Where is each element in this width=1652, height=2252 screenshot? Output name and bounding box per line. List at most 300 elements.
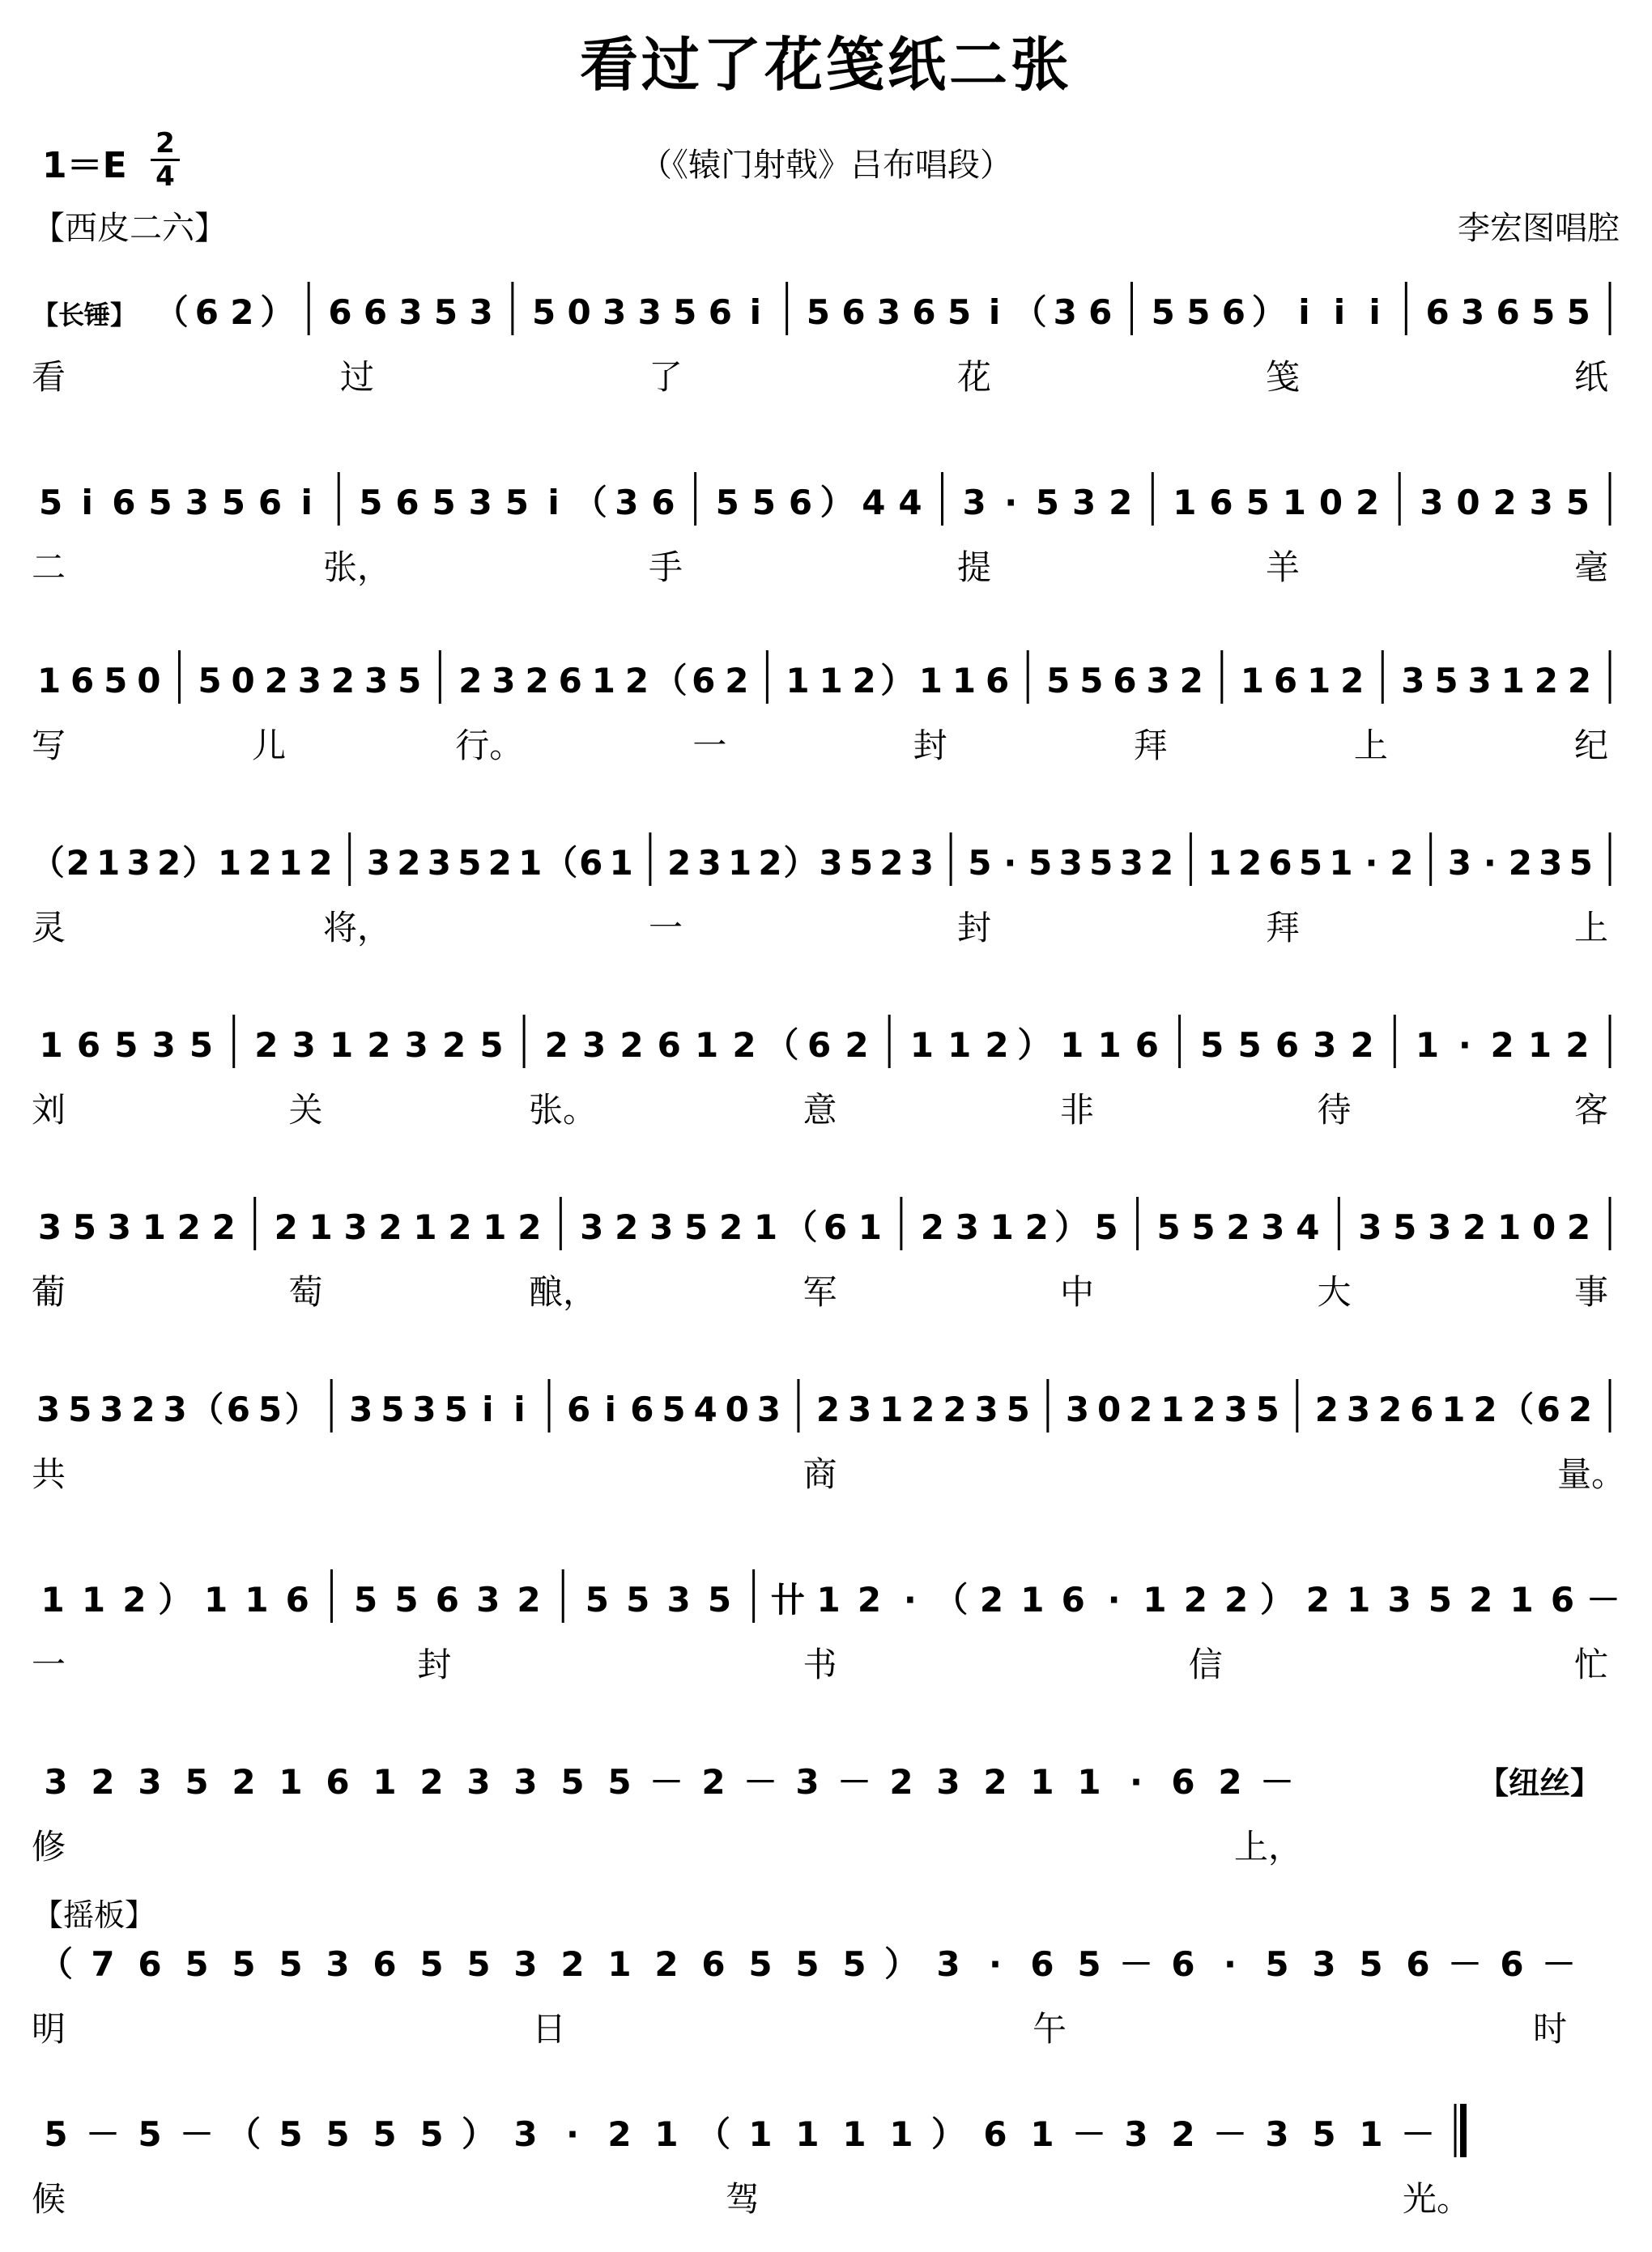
note: 3 <box>819 843 843 883</box>
note: 1 <box>786 661 810 700</box>
note: 3 <box>637 292 662 332</box>
note: 1 <box>1347 1580 1371 1620</box>
note: 3 <box>469 292 493 332</box>
note: 5 <box>198 661 222 700</box>
lyric: 行。 <box>455 726 524 765</box>
note: 6 <box>328 292 352 332</box>
lyric: 张。 <box>528 1090 598 1130</box>
lyric: 待 <box>1317 1090 1352 1130</box>
note: 6 <box>1410 1390 1434 1429</box>
note: 5 <box>1566 292 1590 332</box>
system-4 <box>31 832 1610 947</box>
note: 5 <box>585 1580 610 1620</box>
system-6 <box>32 1197 1610 1312</box>
note: 3 <box>126 843 151 883</box>
note: 4 <box>862 483 886 522</box>
note: 1 <box>1359 2114 1383 2154</box>
percussion-tag: 【长锤】 <box>32 300 137 330</box>
system-8 <box>32 1569 1620 1684</box>
note: 0 <box>1531 1207 1556 1247</box>
note: 5 <box>842 1944 866 1984</box>
note: 3 <box>602 292 627 332</box>
note: 6 <box>701 1944 726 1984</box>
note: 5 <box>1565 483 1590 522</box>
note: 5 <box>1200 1025 1224 1065</box>
lyric: 毫 <box>1573 547 1609 587</box>
note: （ <box>226 2114 262 2154</box>
lyric: 了 <box>648 357 683 397</box>
note: i <box>749 292 762 332</box>
note: · <box>1365 843 1378 883</box>
note: 4 <box>693 1390 717 1429</box>
note: 2 <box>248 843 272 883</box>
note: · <box>1003 843 1017 883</box>
note: 1 <box>819 661 843 700</box>
note: ） <box>880 661 915 700</box>
note: 5 <box>185 1944 209 1984</box>
note: 2 <box>1150 843 1174 883</box>
lyric: 上 <box>1573 908 1609 947</box>
note: 3 <box>37 1207 62 1247</box>
lyric: 上， <box>1233 1827 1303 1867</box>
note: 1 <box>1497 1207 1522 1247</box>
note: 1 <box>329 1025 354 1065</box>
note: 3 <box>1058 843 1083 883</box>
note: 5 <box>662 1390 686 1429</box>
note: 5 <box>1094 1207 1118 1247</box>
note: 3 <box>398 292 423 332</box>
note: 5 <box>607 1762 632 1802</box>
note: （ <box>189 1390 224 1429</box>
note: （ <box>573 483 607 522</box>
note: 3 <box>649 1207 674 1247</box>
note: 3 <box>107 1207 131 1247</box>
note: 2 <box>701 1762 726 1802</box>
note: 1 <box>753 1207 778 1247</box>
note: 2 <box>448 1207 472 1247</box>
note: 2 <box>983 1762 1007 1802</box>
note: － <box>1586 1580 1620 1620</box>
note: 2 <box>274 1207 298 1247</box>
note: 2 <box>1179 661 1203 700</box>
note: 6 <box>76 1025 101 1065</box>
note: 1 <box>1207 843 1232 883</box>
lyric: 一 <box>692 726 727 765</box>
note: （ <box>1500 1390 1535 1429</box>
note: 5 <box>1569 843 1593 883</box>
note: 6 <box>1061 1580 1085 1620</box>
note: 2 <box>1508 843 1532 883</box>
note: 6 <box>1500 1944 1524 1984</box>
note: 2 <box>607 2114 632 2154</box>
note: 2 <box>1565 1025 1590 1065</box>
note: 5 <box>419 2114 444 2154</box>
note: － <box>1071 2114 1107 2154</box>
lyric: 将， <box>322 908 392 947</box>
note: 3 <box>185 483 209 522</box>
note: 5 <box>433 292 458 332</box>
note: 6 <box>1496 292 1520 332</box>
note: （ <box>764 1025 799 1065</box>
time-denominator: 4 <box>155 160 175 193</box>
note: 5 <box>684 1207 709 1247</box>
note: i <box>482 1390 494 1429</box>
note: 1 <box>1509 1580 1534 1620</box>
note: 2 <box>330 661 356 700</box>
note: 0 <box>1318 483 1343 522</box>
note: （ <box>1012 292 1047 332</box>
note: 2 <box>441 1025 466 1065</box>
note: ） <box>1017 1025 1052 1065</box>
note: 5 <box>68 1390 92 1429</box>
note: 5 <box>354 1580 378 1620</box>
note: 3 <box>100 1390 124 1429</box>
note: 5 <box>1265 1944 1289 1984</box>
note: · <box>903 1580 917 1620</box>
lyric: 写 <box>31 726 66 765</box>
note: ） <box>930 2114 966 2154</box>
note: 2 <box>525 661 549 700</box>
note: 2 <box>725 661 749 700</box>
note: 6 <box>823 1207 848 1247</box>
note: 5 <box>532 292 556 332</box>
note: 2 <box>544 1025 568 1065</box>
note: 5 <box>279 2114 303 2154</box>
note: 2 <box>1192 1390 1216 1429</box>
system-5 <box>32 1015 1610 1130</box>
lyric: 书 <box>803 1645 837 1684</box>
note: 6 <box>285 1580 309 1620</box>
note: － <box>1212 2114 1248 2154</box>
note: 2 <box>979 1580 1004 1620</box>
note: 3 <box>1539 843 1563 883</box>
note: 2 <box>624 661 649 700</box>
lyric: 酿， <box>528 1272 598 1312</box>
note: 5 <box>751 483 776 522</box>
note: 3 <box>513 1944 538 1984</box>
note: 1 <box>727 843 752 883</box>
note: 3 <box>468 483 492 522</box>
note: 0 <box>137 661 161 700</box>
note: 4 <box>1296 1207 1320 1247</box>
note: 3 <box>1265 2114 1289 2154</box>
note: 1 <box>609 843 633 883</box>
note: 3 <box>697 843 722 883</box>
note: 6 <box>112 483 136 522</box>
note: 3 <box>936 1762 960 1802</box>
note: 1 <box>309 1207 333 1247</box>
note: 5 <box>1298 843 1323 883</box>
note: 2 <box>1024 1207 1049 1247</box>
note: 2 <box>1534 661 1558 700</box>
note: 3 <box>343 1207 368 1247</box>
system-1 <box>32 282 1610 397</box>
note: 1 <box>39 1025 63 1065</box>
note: 6 <box>1171 1944 1195 1984</box>
lyric: 花 <box>956 357 992 397</box>
note: 1 <box>889 2114 913 2154</box>
note: 5 <box>707 1580 732 1620</box>
note: 2 <box>1492 483 1517 522</box>
note: － <box>1400 2114 1436 2154</box>
note: 1 <box>1020 1580 1045 1620</box>
note: （ <box>783 1207 818 1247</box>
note: 1 <box>217 843 242 883</box>
lyric: 封 <box>913 726 947 765</box>
note: 3 <box>1119 843 1143 883</box>
note: 5 <box>1035 483 1060 522</box>
note: 5 <box>1191 1207 1216 1247</box>
note: 3 <box>1124 2114 1148 2154</box>
note: 5 <box>849 843 874 883</box>
note: 1 <box>909 1025 934 1065</box>
note: ） <box>158 1580 193 1620</box>
note: i <box>1333 292 1346 332</box>
note: 5 <box>1151 292 1175 332</box>
note: 2 <box>732 1025 756 1065</box>
note: 3 <box>756 1390 781 1429</box>
note: 2 <box>264 661 288 700</box>
note: 1 <box>279 1762 303 1802</box>
note: 3 <box>1224 1390 1248 1429</box>
note: 5 <box>185 1762 209 1802</box>
lyric: 光。 <box>1402 2179 1471 2219</box>
note: 2 <box>911 1390 935 1429</box>
note: 2 <box>1567 661 1592 700</box>
note: 6 <box>1273 661 1298 700</box>
note: 2 <box>889 1762 913 1802</box>
note: 2 <box>1378 1390 1403 1429</box>
note: · <box>1004 483 1018 522</box>
note: 3 <box>492 661 516 700</box>
note: 3 <box>44 1762 68 1802</box>
note: 3 <box>151 1025 176 1065</box>
lyric: 量。 <box>1556 1454 1626 1494</box>
note: 3 <box>326 1944 350 1984</box>
note: 1 <box>1240 661 1264 700</box>
note: 6 <box>1088 292 1113 332</box>
note: 5 <box>326 2114 350 2154</box>
note: 1 <box>1306 661 1331 700</box>
note: 3 <box>427 843 451 883</box>
lyric: 共 <box>31 1454 66 1494</box>
note: 7 <box>91 1944 115 1984</box>
note: 1 <box>947 1025 972 1065</box>
lyric: 候 <box>31 2179 66 2219</box>
note: （ <box>30 843 65 883</box>
note: 1 <box>373 1762 397 1802</box>
note: 5 <box>419 1944 444 1984</box>
note: － <box>179 2114 215 2154</box>
note: 6 <box>1536 1390 1560 1429</box>
note: 5 <box>466 1944 491 1984</box>
note: 2 <box>232 1762 256 1802</box>
note: 1 <box>858 1207 883 1247</box>
note: 3 <box>1312 1944 1336 1984</box>
note: 6 <box>395 483 419 522</box>
note: 2 <box>1237 843 1262 883</box>
note: 5 <box>715 483 739 522</box>
note: － <box>743 1762 778 1802</box>
lyric: 刘 <box>31 1090 66 1130</box>
note: 5 <box>444 1390 468 1429</box>
note: ） <box>1054 1207 1089 1247</box>
note: 6 <box>435 1580 459 1620</box>
note: · <box>1458 1025 1471 1065</box>
note: 3 <box>615 483 639 522</box>
note: i <box>988 292 1001 332</box>
note: 6 <box>983 2114 1007 2154</box>
note: 3 <box>1460 292 1485 332</box>
lyric: 驾 <box>725 2179 760 2219</box>
note: 2 <box>419 1762 444 1802</box>
note: 6 <box>692 661 716 700</box>
note: i <box>300 483 313 522</box>
lyric: 关 <box>288 1090 323 1130</box>
note: ） <box>883 1944 919 1984</box>
note: 2 <box>1129 1390 1153 1429</box>
lyric: 拜 <box>1265 908 1301 947</box>
note: 4 <box>898 483 922 522</box>
note: 1 <box>1441 1390 1466 1429</box>
note: 2 <box>1390 843 1414 883</box>
note: 3 <box>476 1580 500 1620</box>
note: 2 <box>985 1025 1009 1065</box>
note: 3 <box>1053 292 1077 332</box>
lyric: 时 <box>1532 2009 1568 2049</box>
lyric: 午 <box>1032 2009 1067 2049</box>
lyric: 日 <box>531 2009 567 2049</box>
note: － <box>85 2114 121 2154</box>
note: 6 <box>651 483 675 522</box>
note: 3 <box>1401 661 1425 700</box>
note: 1 <box>1173 483 1197 522</box>
note: 1 <box>695 1025 719 1065</box>
lyric: 客 <box>1573 1090 1609 1130</box>
note: 6 <box>138 1944 162 1984</box>
note: 3 <box>292 1025 316 1065</box>
note: 6 <box>258 483 283 522</box>
note: 1 <box>203 1580 228 1620</box>
note: 5 <box>1006 1390 1030 1429</box>
note: 2 <box>1226 1207 1250 1247</box>
note: 1 <box>1060 1025 1084 1065</box>
note: 2 <box>122 1580 147 1620</box>
note: 5 <box>968 843 992 883</box>
note: （ <box>653 661 688 700</box>
note: 3 <box>297 661 322 700</box>
lyric: 过 <box>339 357 375 397</box>
note: 5 <box>1028 843 1053 883</box>
note: 1 <box>1415 1025 1440 1065</box>
lyric: 纪 <box>1573 726 1609 765</box>
note: 5 <box>806 292 831 332</box>
note: 1 <box>36 661 62 700</box>
note: 2 <box>1350 1025 1374 1065</box>
note: 2 <box>1490 1025 1514 1065</box>
note: 卄 <box>770 1580 805 1620</box>
note: 5 <box>1089 843 1113 883</box>
note: 5 <box>148 483 172 522</box>
banshi-label: 【西皮二六】 <box>32 210 227 247</box>
note: 0 <box>1456 483 1480 522</box>
note: 6 <box>1550 1580 1575 1620</box>
note: 0 <box>725 1390 749 1429</box>
note: 5 <box>1186 292 1211 332</box>
note: 3 <box>1261 1207 1285 1247</box>
note: 1 <box>518 843 543 883</box>
note: － <box>1447 1944 1483 1984</box>
note: 3 <box>580 1207 604 1247</box>
note: 2 <box>517 1580 541 1620</box>
note: － <box>1541 1944 1577 1984</box>
note: 2 <box>1224 1580 1249 1620</box>
note: 2 <box>758 843 782 883</box>
note: 5 <box>373 2114 397 2154</box>
note: 3 <box>1428 1207 1452 1247</box>
note: 5 <box>189 1025 214 1065</box>
note: 1 <box>142 1207 166 1247</box>
note: 5 <box>1237 1025 1262 1065</box>
note: 1 <box>1527 1025 1552 1065</box>
note: · <box>1130 1762 1143 1802</box>
note: i <box>81 483 93 522</box>
note: 3 <box>466 1762 491 1802</box>
note: 0 <box>1096 1390 1122 1429</box>
note: － <box>1118 1944 1154 1984</box>
note: 2 <box>1314 1390 1339 1429</box>
note: 6 <box>1275 1025 1300 1065</box>
banshi-tag-above: 【摇板】 <box>32 1897 156 1933</box>
note: － <box>1259 1762 1295 1802</box>
note: 1 <box>918 661 943 700</box>
note: 1 <box>607 1944 632 1984</box>
note: 1 <box>795 2114 820 2154</box>
note: 3 <box>366 843 391 883</box>
note: 6 <box>558 661 582 700</box>
note: 2 <box>879 843 904 883</box>
note: ） <box>1260 1580 1295 1620</box>
note: 2 <box>920 1207 944 1247</box>
note: ） <box>820 483 854 522</box>
system-2 <box>32 472 1610 587</box>
note: 2 <box>845 1025 869 1065</box>
note: 1 <box>952 661 977 700</box>
note: ） <box>461 2114 496 2154</box>
note: 6 <box>657 1025 681 1065</box>
note: 6 <box>1209 483 1233 522</box>
note: 2 <box>517 1207 542 1247</box>
note: 2 <box>1566 1207 1591 1247</box>
note: 6 <box>1425 292 1450 332</box>
note: 2 <box>397 843 421 883</box>
note: 1 <box>748 2114 773 2154</box>
note: 3 <box>795 1762 820 1802</box>
note: 2 <box>852 661 876 700</box>
note: 2 <box>131 1390 155 1429</box>
note: 3 <box>936 1944 960 1984</box>
note: 5 <box>1393 1207 1417 1247</box>
note: （ <box>154 292 189 332</box>
note: 6 <box>841 292 866 332</box>
note: － <box>649 1762 684 1802</box>
note: 2 <box>458 661 483 700</box>
note: 2 <box>1473 1390 1497 1429</box>
note: 1 <box>413 1207 437 1247</box>
note: 2 <box>560 1944 585 1984</box>
lyric: 灵 <box>31 908 66 947</box>
note: （ <box>543 843 578 883</box>
